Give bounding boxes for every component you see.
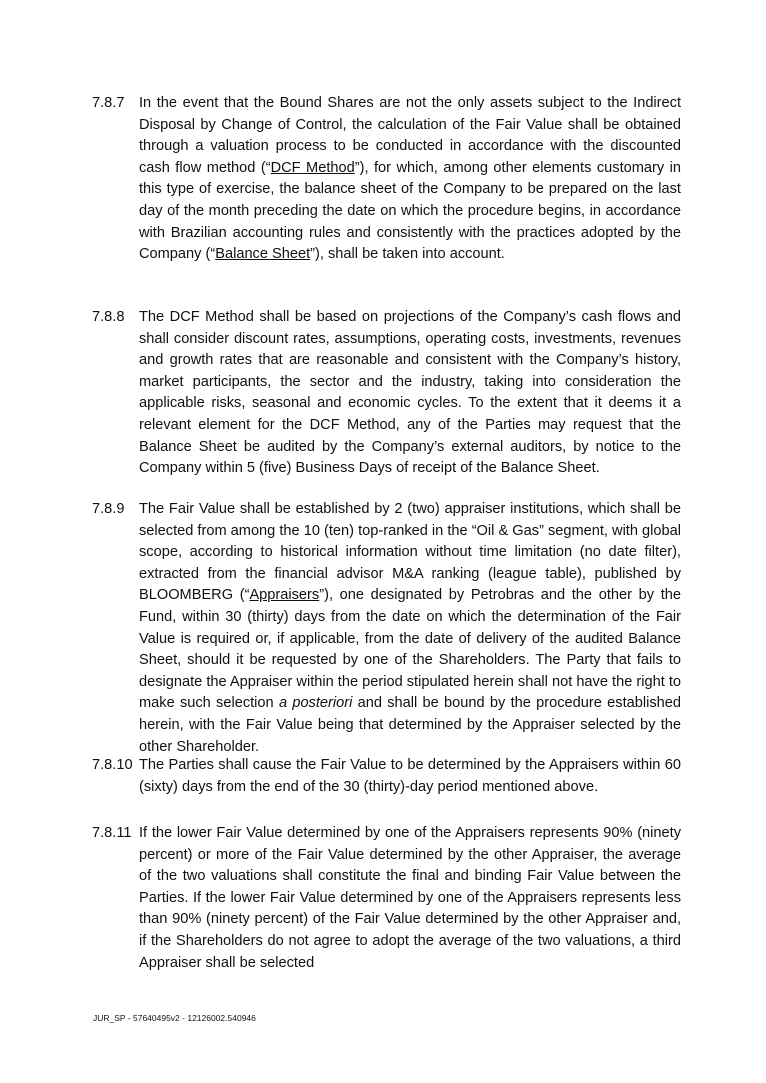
clause-7-8-10 [92,755,681,798]
defined-term-dcf-method: DCF Method [270,159,355,176]
defined-term-balance-sheet: Balance Sheet [215,246,311,263]
clause-text: If the lower Fair Value determined by one of the Appraisers represents 90% (ninety percent) or more of the Fair Value determined by the other Appraiser, the average of the two valuations shall constitute the final and binding Fair Value between the Parties. If the lower Fair Value determined by one of the Appraisers represents less than 90% (ninety percent) of the Fair Value determined by the other Appraiser and, if the Shareholders do not agree to adopt the average of the two valuations, a third Appraiser shall be selected [139,825,681,971]
clause-number: 7.8.10 [92,757,133,773]
clause-number: 7.8.9 [92,501,125,517]
clause-number: 7.8.11 [92,825,132,841]
latin-term: a posteriori [278,695,353,712]
clause-7-8-9 [92,499,681,758]
defined-term-appraisers: Appraisers [249,587,320,604]
clause-7-8-11 [92,823,681,974]
clause-number: 7.8.8 [92,309,125,325]
clause-7-8-7 [92,93,681,266]
clause-text: The Fair Value shall be established by 2 (two) appraiser institutions, which shall be selected from among the 10 (ten) top-ranked in the “Oil & Gas” segment, with global scope, according to historical information without time limitation (no date filter), extracted from the financial advisor M&A ranking (league table), published by BLOOMBERG (“Appraisers”), one designated by Petrobras and the other by the Fund, within 30 (thirty) days from the date on which the determination of the Fair Value is required or, if applicable, from the date of delivery of the audited Balance Sheet, should it be requested by one of the Shareholders. The Party that fails to designate the Appraiser within the period stipulated herein shall not have the right to make such selection a posteriori and shall be bound by the procedure established herein, with the Fair Value being that determined by the Appraiser selected by the other Shareholder. [139,501,681,755]
clause-text: The DCF Method shall be based on projections of the Company’s cash flows and shall consider discount rates, assumptions, operating costs, investments, revenues and growth rates that are reasonable and consistent with the Company’s history, market participants, the sector and the industry, taking into consideration the applicable risks, seasonal and economic cycles. To the extent that it deems it a relevant element for the DCF Method, any of the Parties may request that the Balance Sheet be audited by the Company’s external auditors, by notice to the Company within 5 (five) Business Days of receipt of the Balance Sheet. [139,309,681,477]
clause-number: 7.8.7 [92,95,125,111]
clause-text: The Parties shall cause the Fair Value to be determined by the Appraisers within 60 (sixty) days from the end of the 30 (thirty)-day period mentioned above. [139,757,681,795]
document-footer-id: JUR_SP - 57640495v2 - 12126002.540946 [93,1013,256,1023]
clause-7-8-8 [92,307,681,480]
clause-text: In the event that the Bound Shares are not the only assets subject to the Indirect Disposal by Change of Control, the calculation of the Fair Value shall be obtained through a valuation process to be conducted in accordance with the discounted cash flow method (“DCF Method”), for which, among other elements customary in this type of exercise, the balance sheet of the Company to be prepared on the last day of the month preceding the date on which the procedure begins, in accordance with Brazilian accounting rules and consistently with the practices adopted by the Company (“Balance Sheet”), shall be taken into account. [139,95,681,263]
